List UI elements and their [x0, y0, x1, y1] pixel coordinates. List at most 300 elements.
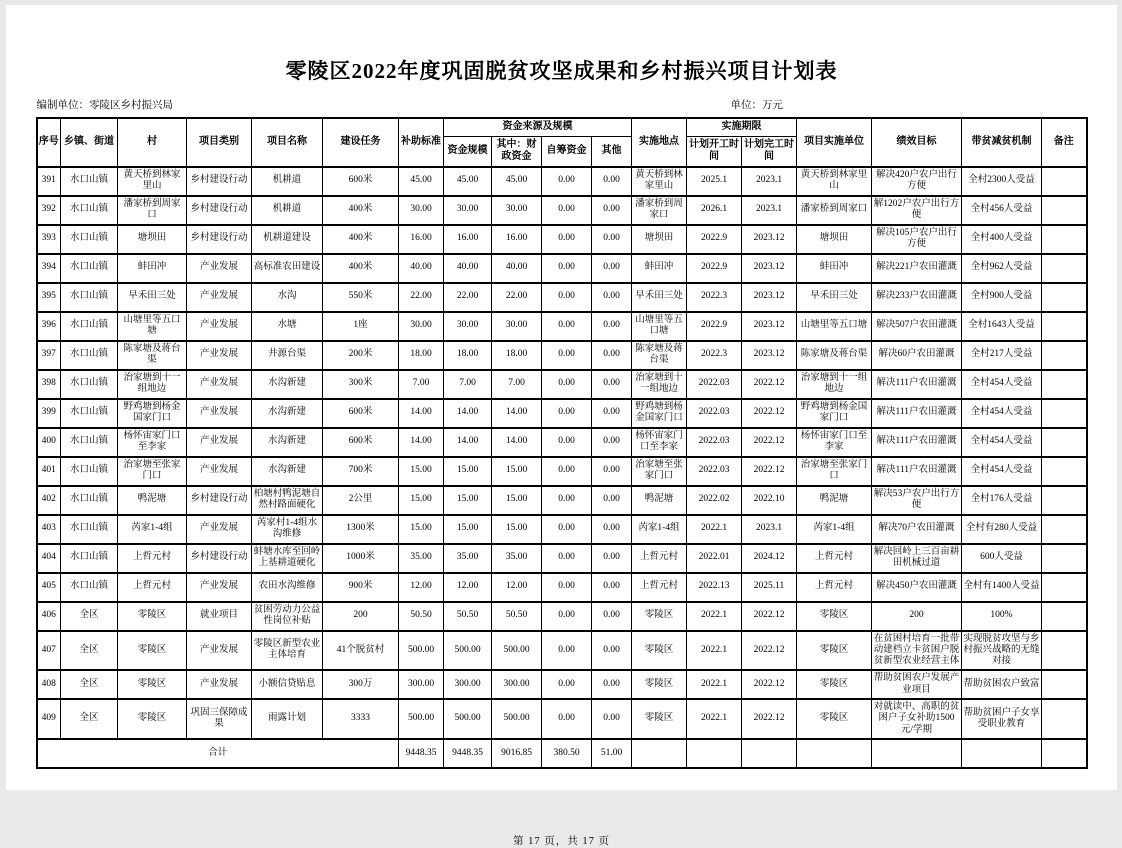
table-cell: 401	[37, 457, 61, 486]
table-cell: 零陵区	[118, 631, 187, 671]
table-cell: 杨怀宙家门口至李家	[632, 428, 687, 457]
table-cell: 50.50	[399, 602, 444, 631]
table-cell: 35.00	[444, 544, 492, 573]
table-cell: 600米	[323, 399, 399, 428]
table-cell: 2022.9	[687, 254, 742, 283]
table-cell: 水口山镇	[61, 573, 118, 602]
table-cell: 16.00	[399, 225, 444, 254]
table-cell: 22.00	[399, 283, 444, 312]
table-cell: 0.00	[592, 312, 632, 341]
table-cell: 14.00	[492, 428, 542, 457]
table-row	[37, 399, 1087, 428]
table-cell: 上哲元村	[797, 544, 872, 573]
table-cell: 全村217人受益	[962, 341, 1042, 370]
table-cell: 零陵区	[118, 602, 187, 631]
table-cell	[1042, 573, 1087, 602]
col-header-self-raised: 自筹资金	[542, 136, 592, 167]
prepared-by-label: 编制单位：零陵区乡村振兴局	[36, 100, 173, 111]
table-cell: 400米	[323, 225, 399, 254]
table-cell: 397	[37, 341, 61, 370]
table-cell: 0.00	[592, 225, 632, 254]
table-cell: 潘家桥到周家口	[118, 196, 187, 225]
total-label: 合计	[37, 739, 399, 768]
table-cell	[1042, 312, 1087, 341]
table-cell: 上哲元村	[797, 573, 872, 602]
table-cell: 全村有1400人受益	[962, 573, 1042, 602]
table-cell: 蚌田冲	[118, 254, 187, 283]
table-cell: 2022.12	[742, 602, 797, 631]
table-cell: 野鸡塘到杨金国家门口	[118, 399, 187, 428]
table-cell: 500.00	[444, 699, 492, 739]
table-cell: 塘坝田	[118, 225, 187, 254]
table-cell: 早禾田三处	[632, 283, 687, 312]
table-cell: 2022.03	[687, 399, 742, 428]
table-cell: 潘家桥到周家口	[797, 196, 872, 225]
table-cell: 水沟新建	[252, 399, 323, 428]
table-cell: 水口山镇	[61, 341, 118, 370]
table-cell: 0.00	[592, 573, 632, 602]
table-cell: 2022.03	[687, 457, 742, 486]
total-empty-cell	[1042, 739, 1087, 768]
col-header-location: 实施地点	[632, 118, 687, 167]
table-cell: 水口山镇	[61, 486, 118, 515]
table-cell: 2022.3	[687, 283, 742, 312]
table-cell: 2022.1	[687, 602, 742, 631]
table-cell: 35.00	[399, 544, 444, 573]
table-cell: 野鸡塘到杨金国家门口	[632, 399, 687, 428]
table-cell: 产业发展	[187, 370, 252, 399]
table-cell: 治家塘至张家门口	[797, 457, 872, 486]
table-cell: 2023.12	[742, 312, 797, 341]
table-header	[37, 118, 1087, 167]
table-cell: 15.00	[492, 457, 542, 486]
table-cell: 杨怀宙家门口至李家	[118, 428, 187, 457]
table-cell: 鸭泥塘	[632, 486, 687, 515]
table-cell: 治家塘至张家门口	[632, 457, 687, 486]
table-cell: 零陵区	[797, 602, 872, 631]
table-cell: 零陵区	[797, 631, 872, 671]
table-cell: 解决450户农田灌溉	[872, 573, 962, 602]
table-cell: 399	[37, 399, 61, 428]
table-cell: 15.00	[444, 457, 492, 486]
table-cell: 0.00	[542, 670, 592, 699]
table-cell: 农田水沟维修	[252, 573, 323, 602]
table-cell: 2022.1	[687, 631, 742, 671]
table-cell: 解决回岭上三百亩耕田机械过道	[872, 544, 962, 573]
table-cell: 40.00	[399, 254, 444, 283]
table-cell: 600米	[323, 428, 399, 457]
table-cell: 全区	[61, 699, 118, 739]
table-cell	[1042, 254, 1087, 283]
total-empty-cell	[687, 739, 742, 768]
table-cell: 全区	[61, 602, 118, 631]
table-cell: 16.00	[492, 225, 542, 254]
table-cell: 400	[37, 428, 61, 457]
table-cell	[1042, 428, 1087, 457]
table-cell: 0.00	[542, 544, 592, 573]
table-cell: 零陵区	[632, 699, 687, 739]
table-cell: 1000米	[323, 544, 399, 573]
table-cell: 300万	[323, 670, 399, 699]
table-cell: 解决111户农田灌溉	[872, 457, 962, 486]
table-cell: 蚌田冲	[632, 254, 687, 283]
table-cell: 1300米	[323, 515, 399, 544]
table-cell: 407	[37, 631, 61, 671]
table-cell: 394	[37, 254, 61, 283]
table-cell: 398	[37, 370, 61, 399]
meta-line	[37, 97, 1087, 113]
table-cell: 水沟新建	[252, 457, 323, 486]
table-cell: 水口山镇	[61, 196, 118, 225]
table-cell: 解决221户农田灌溉	[872, 254, 962, 283]
table-cell: 0.00	[542, 225, 592, 254]
table-cell: 406	[37, 602, 61, 631]
table-cell: 300.00	[399, 670, 444, 699]
table-cell	[1042, 167, 1087, 196]
table-cell: 上哲元村	[118, 544, 187, 573]
table-cell: 全村2300人受益	[962, 167, 1042, 196]
table-cell: 2022.01	[687, 544, 742, 573]
table-cell: 乡村建设行动	[187, 196, 252, 225]
table-cell: 全村456人受益	[962, 196, 1042, 225]
table-cell: 零陵区新型农业主体培育	[252, 631, 323, 671]
table-cell: 15.00	[399, 486, 444, 515]
col-header-end-time: 计划完工时间	[742, 136, 797, 167]
table-cell: 0.00	[542, 602, 592, 631]
table-cell: 300米	[323, 370, 399, 399]
table-row	[37, 631, 1087, 671]
table-cell: 14.00	[492, 399, 542, 428]
col-header-start-time: 计划开工时间	[687, 136, 742, 167]
table-cell: 零陵区	[797, 699, 872, 739]
table-cell: 45.00	[399, 167, 444, 196]
table-cell	[1042, 370, 1087, 399]
table-cell: 零陵区	[632, 631, 687, 671]
unit-label: 单位：万元	[730, 100, 783, 111]
table-cell: 2023.12	[742, 225, 797, 254]
table-cell	[1042, 196, 1087, 225]
table-cell: 水口山镇	[61, 457, 118, 486]
table-cell	[1042, 486, 1087, 515]
table-cell: 2022.12	[742, 370, 797, 399]
table-cell: 500.00	[492, 631, 542, 671]
table-cell	[1042, 341, 1087, 370]
table-cell: 22.00	[444, 283, 492, 312]
table-cell: 30.00	[399, 312, 444, 341]
table-cell: 0.00	[542, 457, 592, 486]
table-cell: 高标准农田建设	[252, 254, 323, 283]
table-cell: 解1202户农户出行方便	[872, 196, 962, 225]
table-cell: 产业发展	[187, 573, 252, 602]
document-page	[6, 5, 1117, 847]
table-cell: 2022.03	[687, 370, 742, 399]
table-cell: 0.00	[592, 631, 632, 671]
table-cell: 早禾田三处	[797, 283, 872, 312]
table-cell: 解决53户农户出行方便	[872, 486, 962, 515]
table-cell: 2022.12	[742, 631, 797, 671]
table-cell: 2023.1	[742, 196, 797, 225]
table-cell: 解决60户农田灌溉	[872, 341, 962, 370]
table-cell: 0.00	[592, 602, 632, 631]
table-cell: 2023.12	[742, 283, 797, 312]
col-header-subsidy: 补助标准	[399, 118, 444, 167]
table-cell: 雨露计划	[252, 699, 323, 739]
table-cell: 全村454人受益	[962, 457, 1042, 486]
table-cell: 产业发展	[187, 312, 252, 341]
table-cell: 陈家塘及蒋台渠	[797, 341, 872, 370]
table-cell: 乡村建设行动	[187, 167, 252, 196]
table-cell: 水口山镇	[61, 515, 118, 544]
table-cell	[1042, 602, 1087, 631]
table-cell: 900米	[323, 573, 399, 602]
table-cell: 22.00	[492, 283, 542, 312]
table-cell: 解决70户农田灌溉	[872, 515, 962, 544]
table-cell: 14.00	[444, 399, 492, 428]
table-cell: 600人受益	[962, 544, 1042, 573]
table-cell	[1042, 670, 1087, 699]
table-cell: 0.00	[542, 254, 592, 283]
table-cell: 水口山镇	[61, 254, 118, 283]
table-cell: 3333	[323, 699, 399, 739]
col-header-village: 村	[118, 118, 187, 167]
table-cell: 陈家塘及蒋台渠	[632, 341, 687, 370]
table-cell	[1042, 699, 1087, 739]
table-cell: 实现脱贫攻坚与乡村振兴战略的无缝对接	[962, 631, 1042, 671]
table-cell: 400米	[323, 196, 399, 225]
table-cell: 2022.12	[742, 670, 797, 699]
table-cell: 0.00	[592, 370, 632, 399]
table-cell	[1042, 225, 1087, 254]
table-cell: 蚌塘水库至回岭上基耕道硬化	[252, 544, 323, 573]
table-cell: 0.00	[592, 544, 632, 573]
table-cell: 600米	[323, 167, 399, 196]
table-cell: 1座	[323, 312, 399, 341]
table-cell: 全村176人受益	[962, 486, 1042, 515]
table-cell: 12.00	[399, 573, 444, 602]
table-cell: 乡村建设行动	[187, 544, 252, 573]
table-cell: 2022.12	[742, 699, 797, 739]
table-cell: 0.00	[592, 670, 632, 699]
table-cell: 0.00	[542, 283, 592, 312]
table-cell: 500.00	[492, 699, 542, 739]
table-cell: 30.00	[399, 196, 444, 225]
table-cell: 全村900人受益	[962, 283, 1042, 312]
table-cell: 0.00	[592, 457, 632, 486]
table-cell: 0.00	[542, 167, 592, 196]
table-cell: 上哲元村	[632, 573, 687, 602]
table-cell: 393	[37, 225, 61, 254]
table-cell: 0.00	[592, 486, 632, 515]
table-cell: 早禾田三处	[118, 283, 187, 312]
table-cell	[1042, 457, 1087, 486]
table-cell: 396	[37, 312, 61, 341]
table-cell: 全村有280人受益	[962, 515, 1042, 544]
table-cell: 2025.1	[687, 167, 742, 196]
table-cell: 392	[37, 196, 61, 225]
table-cell: 15.00	[444, 486, 492, 515]
table-cell: 404	[37, 544, 61, 573]
table-cell: 山塘里等五口塘	[118, 312, 187, 341]
table-cell: 7.00	[492, 370, 542, 399]
table-cell: 408	[37, 670, 61, 699]
page-title: 零陵区2022年度巩固脱贫攻坚成果和乡村振兴项目计划表	[285, 59, 838, 83]
table-cell: 30.00	[444, 196, 492, 225]
total-value-cell: 9016.85	[492, 739, 542, 768]
table-row	[37, 254, 1087, 283]
col-header-other: 其他	[592, 136, 632, 167]
table-cell: 水口山镇	[61, 428, 118, 457]
table-cell: 产业发展	[187, 254, 252, 283]
table-cell: 零陵区	[797, 670, 872, 699]
table-cell: 7.00	[399, 370, 444, 399]
table-cell	[1042, 544, 1087, 573]
table-cell: 2023.1	[742, 167, 797, 196]
table-cell: 40.00	[492, 254, 542, 283]
table-cell: 小额信贷贴息	[252, 670, 323, 699]
table-cell: 2022.10	[742, 486, 797, 515]
table-cell: 解决420户农户出行方便	[872, 167, 962, 196]
table-cell: 14.00	[399, 399, 444, 428]
table-cell: 409	[37, 699, 61, 739]
table-cell: 黄天桥到林家里山	[632, 167, 687, 196]
col-header-task: 建设任务	[323, 118, 399, 167]
table-cell: 0.00	[542, 312, 592, 341]
table-cell: 16.00	[444, 225, 492, 254]
col-header-implementing-unit: 项目实施单位	[797, 118, 872, 167]
table-cell: 产业发展	[187, 399, 252, 428]
table-row	[37, 283, 1087, 312]
table-cell: 解决105户农户出行方便	[872, 225, 962, 254]
table-cell: 芮家1-4组	[797, 515, 872, 544]
table-cell: 解决233户农田灌溉	[872, 283, 962, 312]
table-cell: 0.00	[592, 428, 632, 457]
table-cell: 全村400人受益	[962, 225, 1042, 254]
table-row	[37, 225, 1087, 254]
table-cell: 12.00	[492, 573, 542, 602]
table-cell: 41个脱贫村	[323, 631, 399, 671]
total-value-cell: 51.00	[592, 739, 632, 768]
table-cell: 402	[37, 486, 61, 515]
total-value-cell: 380.50	[542, 739, 592, 768]
table-cell	[1042, 515, 1087, 544]
table-cell: 水沟新建	[252, 428, 323, 457]
table-cell: 山塘里等五口塘	[632, 312, 687, 341]
table-cell: 2公里	[323, 486, 399, 515]
table-cell: 水口山镇	[61, 167, 118, 196]
table-cell: 黄天桥到林家里山	[797, 167, 872, 196]
table-row	[37, 515, 1087, 544]
table-cell: 在贫困村培育一批带动建档立卡贫困户脱贫新型农业经营主体	[872, 631, 962, 671]
table-cell: 12.00	[444, 573, 492, 602]
table-cell: 2022.12	[742, 457, 797, 486]
table-cell: 550米	[323, 283, 399, 312]
table-cell: 0.00	[592, 399, 632, 428]
col-header-fiscal-funds: 其中：财政资金	[492, 136, 542, 167]
table-cell: 0.00	[592, 341, 632, 370]
table-cell: 全村1643人受益	[962, 312, 1042, 341]
table-cell: 40.00	[444, 254, 492, 283]
table-cell: 全村454人受益	[962, 428, 1042, 457]
table-cell: 零陵区	[632, 670, 687, 699]
table-cell: 50.50	[492, 602, 542, 631]
table-cell: 0.00	[592, 515, 632, 544]
table-cell: 水口山镇	[61, 399, 118, 428]
table-cell: 0.00	[592, 283, 632, 312]
table-cell: 2022.9	[687, 312, 742, 341]
col-header-remark: 备注	[1042, 118, 1087, 167]
table-cell: 2026.1	[687, 196, 742, 225]
table-cell: 15.00	[492, 486, 542, 515]
table-cell: 0.00	[592, 167, 632, 196]
table-cell: 200	[872, 602, 962, 631]
table-cell: 山塘里等五口塘	[797, 312, 872, 341]
table-cell: 野鸡塘到杨金国家门口	[797, 399, 872, 428]
table-cell: 2022.13	[687, 573, 742, 602]
table-cell: 零陵区	[632, 602, 687, 631]
table-cell: 0.00	[542, 699, 592, 739]
table-cell: 全村454人受益	[962, 370, 1042, 399]
table-cell: 全区	[61, 631, 118, 671]
table-cell: 乡村建设行动	[187, 225, 252, 254]
table-cell: 2022.9	[687, 225, 742, 254]
table-cell: 300.00	[492, 670, 542, 699]
table-cell: 2022.03	[687, 428, 742, 457]
table-cell: 鸭泥塘	[797, 486, 872, 515]
col-header-project-name: 项目名称	[252, 118, 323, 167]
table-cell: 15.00	[492, 515, 542, 544]
table-cell: 水口山镇	[61, 225, 118, 254]
table-cell: 500.00	[399, 699, 444, 739]
table-row	[37, 486, 1087, 515]
table-cell: 35.00	[492, 544, 542, 573]
table-cell: 解决111户农田灌溉	[872, 428, 962, 457]
table-cell: 0.00	[542, 428, 592, 457]
table-row	[37, 341, 1087, 370]
table-cell: 14.00	[444, 428, 492, 457]
table-cell: 水口山镇	[61, 370, 118, 399]
table-cell: 产业发展	[187, 515, 252, 544]
total-empty-cell	[742, 739, 797, 768]
table-row	[37, 573, 1087, 602]
table-cell: 乡村建设行动	[187, 486, 252, 515]
table-cell: 0.00	[542, 573, 592, 602]
table-row	[37, 312, 1087, 341]
table-cell: 机耕道	[252, 167, 323, 196]
table-cell	[1042, 631, 1087, 671]
table-cell: 2024.12	[742, 544, 797, 573]
col-header-funding-scale: 资金规模	[444, 136, 492, 167]
table-cell: 0.00	[592, 254, 632, 283]
table-cell: 水沟	[252, 283, 323, 312]
table-cell: 产业发展	[187, 283, 252, 312]
table-cell: 18.00	[444, 341, 492, 370]
table-cell: 产业发展	[187, 428, 252, 457]
table-cell: 产业发展	[187, 631, 252, 671]
table-cell: 500.00	[399, 631, 444, 671]
table-cell: 2022.12	[742, 399, 797, 428]
table-cell: 解决507户农田灌溉	[872, 312, 962, 341]
table-cell: 391	[37, 167, 61, 196]
table-cell: 405	[37, 573, 61, 602]
table-cell: 零陵区	[118, 699, 187, 739]
table-cell: 机耕道	[252, 196, 323, 225]
total-empty-cell	[962, 739, 1042, 768]
table-row	[37, 602, 1087, 631]
col-header-township: 乡镇、街道	[61, 118, 118, 167]
table-cell: 陈家塘及蒋台渠	[118, 341, 187, 370]
table-cell: 45.00	[492, 167, 542, 196]
table-cell: 帮助贫困农户发展产业项目	[872, 670, 962, 699]
